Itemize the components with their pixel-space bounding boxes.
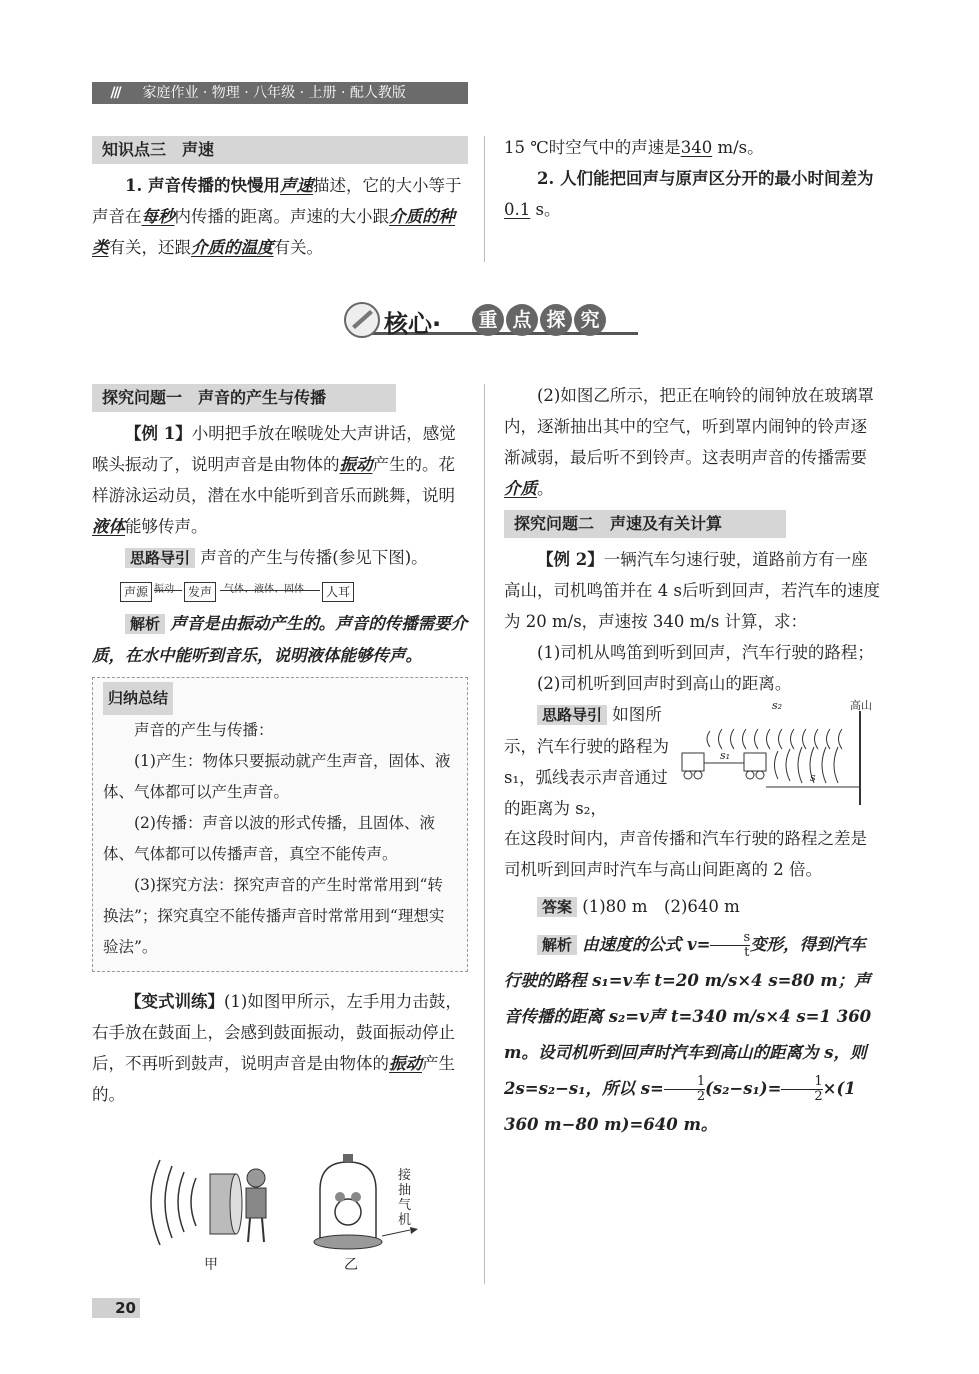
q2-guide-tag: 思路导引 [537,705,607,725]
s1-label: s₁ [720,749,731,762]
fraction-half-2 [781,1075,822,1104]
answer-tag: 答案 [537,897,577,917]
guide-text: 声音的产生与传播(参见下图)。 [200,548,428,567]
pump-label [398,1168,412,1228]
banner-char-1: 重 [472,304,504,336]
example-2-text: 一辆汽车匀速行驶，道路前方有一座高山，司机鸣笛并在 4 s后听到回声，若汽车的速度为 20 m/s，声速按 340 m/s 计算，求： [504,550,880,631]
s2-label: s₂ [772,699,783,712]
analysis-part-c: (s₂−s₁)= [705,1079,782,1098]
variant-part-2 [504,380,880,504]
q2-analysis [504,927,880,1143]
pump-char-4: 机 [398,1213,412,1228]
banner-circles [472,304,606,336]
half-numerator-2: 1 [781,1075,822,1090]
half-denominator-2: 2 [814,1089,823,1104]
kp3-p1-text-d: 有关，还跟 [108,238,191,257]
fraction-s-over-t [710,931,750,960]
q1-analysis [92,608,468,671]
kp3-p1-text-c: 内传播的距离。声速的大小跟 [174,207,389,226]
s-label: s [810,771,816,784]
sound-flow-diagram [92,576,468,604]
pump-char-2: 抽 [398,1183,412,1198]
example-2-question-2: (2)司机听到回声时到高山的距离。 [537,674,792,693]
example-1 [92,418,468,542]
kp3-p1-text-a: 1. 声音传播的快慢用 [125,176,280,195]
example-2-label: 【例 2】 [537,550,604,569]
kp3-p3-text-a: 2. 人们能把回声与原声区分开的最小时间差为 [537,169,874,188]
q2-analysis-tag: 解析 [537,935,577,955]
variant-label: 【变式训练】 [125,992,224,1011]
variant-text-a: (1)如图甲所示，左手用力击鼓，右手放在鼓面上，会感到鼓面振动，鼓面振动停止后，不再听到鼓声，说明声音是由物体的 [92,992,462,1073]
q2-title: 探究问题二 声速及有关计算 [504,510,786,538]
kp3-answer-3: 介质的种类 [92,207,455,257]
figure-drum-bell [140,1150,440,1275]
analysis-part-a: 由速度的公式 v= [582,935,711,954]
variant-training [92,986,468,1110]
variant-answer: 振动 [389,1054,422,1073]
kp3-paragraph-1 [92,170,468,263]
kp3-answer-5: 340 [680,138,713,157]
kp3-answer-6: 0.1 [504,200,531,219]
kp3-paragraph-3 [504,163,880,225]
summary-tag: 归纳总结 [103,682,173,715]
kp3-p1-text-b: 描述，它的大小等于声音在 [92,176,462,226]
main-column-divider [484,384,485,1284]
q1-section [92,384,468,1110]
top-column-divider [484,136,485,262]
variant-2-answer: 介质 [504,479,537,498]
flow-arrow-1-label: 振动 [154,584,174,595]
kp3-p2-text-b: m/s。 [712,138,764,157]
figure-drawing [140,1150,440,1255]
q1-title: 探究问题一 声音的产生与传播 [92,384,396,412]
analysis-part-b: 变形，得到汽车行驶的路程 s₁=v车 t=20 m/s×4 s=80 m；声音传播的距离 s₂=v声 t=340 m/s×4 s=1 360 m。设司机听到回声时汽车到高山的距离为 s，则 2s=s₂−s₁，所以 s= [504,935,872,1098]
variant-2-text-a: (2)如图乙所示，把正在响铃的闹钟放在玻璃罩内，逐渐抽出其中的空气，听到罩内闹钟的铃声逐渐减弱，最后听不到铃声。这表明声音的传播需要 [504,386,874,467]
fraction-half-1 [664,1075,705,1104]
flow-box-source: 声源 [120,582,152,602]
banner-char-2: 点 [506,304,538,336]
running-header [92,82,468,104]
example-1-text-a: 小明把手放在喉咙处大声讲话，感觉喉头振动了，说明声音是由物体的 [92,424,456,474]
summary-line-1: 声音的产生与传播： [134,721,274,739]
kp3-section [92,136,468,263]
header-slashes: /// [110,85,120,101]
variant-text-b: 产生的。 [92,1054,455,1104]
example-2-question-1: (1)司机从鸣笛到听到回声，汽车行驶的路程； [537,643,874,662]
kp3-right [504,132,880,225]
pump-char-3: 气 [398,1198,412,1213]
figure-label-jia: 甲 [204,1257,218,1273]
figure-label-yi: 乙 [344,1257,358,1273]
fraction-denominator: t [744,945,750,960]
pump-char-1: 接 [398,1168,412,1183]
example-2 [504,544,880,637]
example-1-answer-2: 液体 [92,517,125,536]
q2-guide-continued: 在这段时间内，声音传播和汽车行驶的路程之差是司机听到回声时汽车与高山间距离的 2 倍。 [504,829,867,879]
echo-diagram [678,701,864,805]
half-denominator-1: 2 [696,1089,706,1104]
summary-box [92,677,468,972]
q2-guide-text-1: 如图所示，汽车行驶的路程为 s₁，弧线表示声音通过的距离为 s₂， [504,705,669,818]
summary-line-3: (2)传播：声音以波的形式传播，且固体、液体、气体都可以传播声音，真空不能传声。 [103,814,435,863]
flow-arrow-2-label: 气体、液体、固体 [224,584,304,595]
kp3-answer-1: 声速 [279,176,313,195]
summary-line-4: (3)探究方法：探究声音的产生时常常用到“转换法”；探究真空不能传播声音时常常用到“理想实验法”。 [103,876,445,956]
answer-text: (1)80 m (2)640 m [582,897,740,916]
example-1-text-c: 能够传声。 [125,517,208,536]
banner-dot: · [432,310,442,338]
q2-guide [504,699,674,824]
analysis-tag: 解析 [125,614,165,634]
banner-text: 核心 [384,310,432,338]
fraction-numerator: s [710,931,750,946]
kp3-answer-2: 每秒 [141,207,175,226]
kp3-title: 知识点三 声速 [92,136,468,164]
q2-guide-block [504,699,880,823]
analysis-text: 声音是由振动产生的。声音的传播需要介质，在水中能听到音乐，说明液体能够传声。 [92,614,468,665]
example-1-text-b: 产生的。花样游泳运动员，潜在水中能听到音乐而跳舞，说明 [92,455,455,505]
right-column [504,380,880,1143]
core-banner [340,298,640,344]
q1-guide [92,542,468,574]
flow-arrow-1 [154,590,182,591]
kp3-p2-text-a: 15 ℃时空气中的声速是 [504,138,681,157]
half-numerator-1: 1 [664,1075,705,1090]
kp3-p1-text-e: 有关。 [273,238,323,257]
banner-title [384,304,441,339]
banner-char-4: 究 [574,304,606,336]
summary-line-2: (1)产生：物体只要振动就产生声音，固体、液体、气体都可以产生声音。 [103,752,451,801]
analysis-part-d: ×(1 360 m−80 m)=640 m。 [504,1079,856,1134]
variant-2-text-b: 。 [537,479,554,498]
q2-answer [504,891,880,923]
example-1-label: 【例 1】 [125,424,192,443]
kp3-answer-4: 介质的温度 [191,238,274,257]
example-1-answer-1: 振动 [339,455,373,474]
flow-box-ear: 人耳 [322,582,354,602]
flow-arrow-2 [220,590,320,591]
banner-char-3: 探 [540,304,572,336]
kp3-paragraph-2 [504,132,880,163]
header-title: 家庭作业 · 物理 · 八年级 · 上册 · 配人教版 [142,85,406,101]
flow-box-sound: 发声 [184,582,216,602]
page-number: 20 [92,1298,140,1318]
mountain-label: 高山 [850,699,872,712]
kp3-p3-text-b: s。 [530,200,561,219]
guide-tag: 思路导引 [125,548,195,568]
